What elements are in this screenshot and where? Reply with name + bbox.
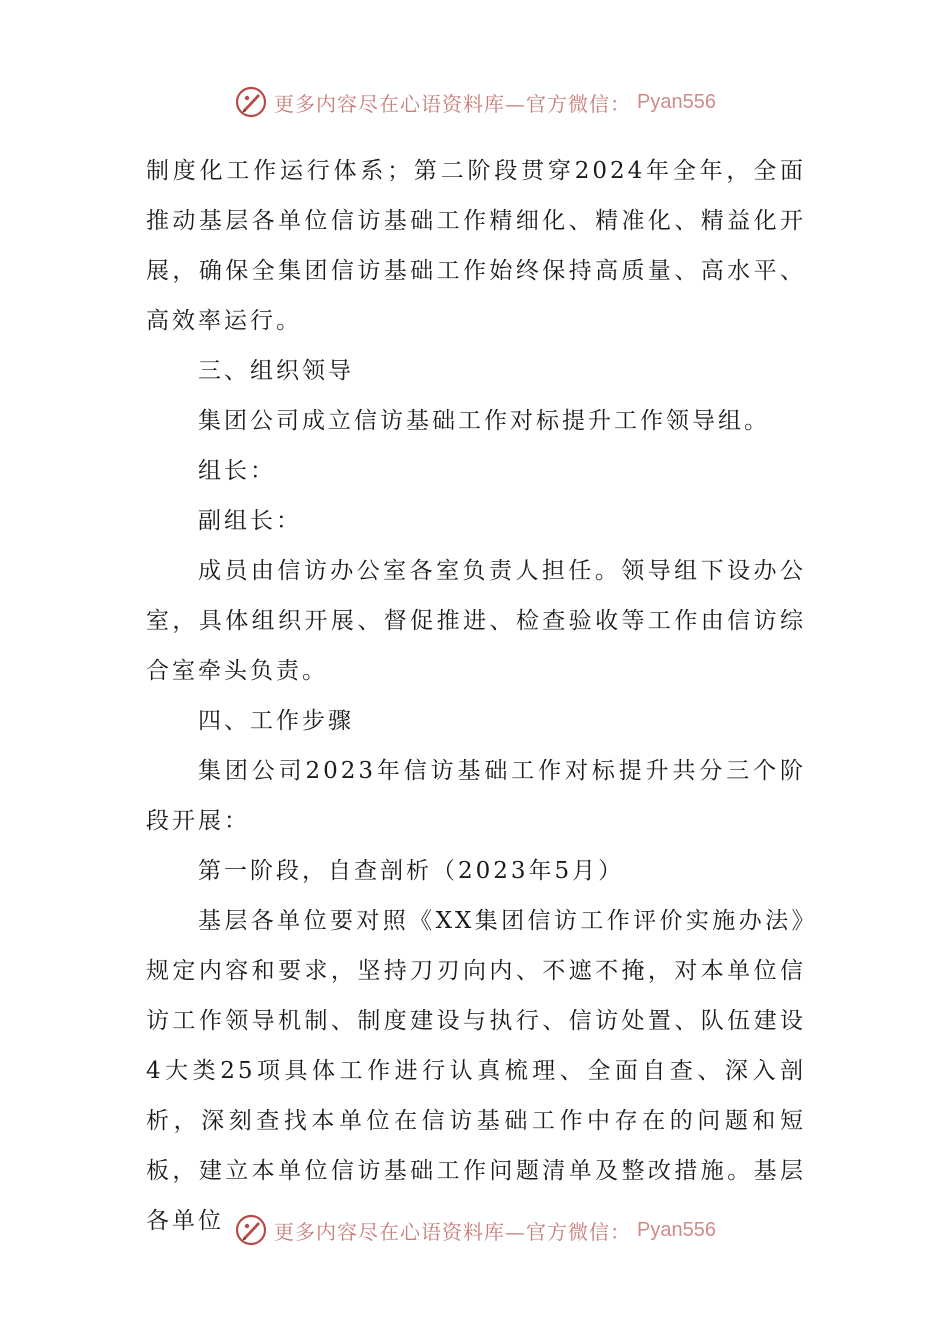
banner-text: 更多内容尽在心语资料库—官方微信： bbox=[274, 1219, 632, 1244]
footer-watermark-banner bbox=[0, 1208, 950, 1252]
paragraph: 集团公司2023年信访基础工作对标提升共分三个阶段开展： bbox=[146, 758, 806, 834]
banner-wechat-id: Pyan556 bbox=[637, 90, 716, 113]
document-body bbox=[146, 146, 806, 1246]
section-heading: 三、组织领导 bbox=[198, 358, 354, 384]
header-watermark-banner bbox=[0, 80, 950, 124]
paragraph: 制度化工作运行体系；第二阶段贯穿2024年全年，全面推动基层各单位信访基础工作精细化、精准化、精益化开展，确保全集团信访基础工作始终保持高质量、高水平、高效率运行。 bbox=[146, 158, 806, 334]
paragraph: 集团公司成立信访基础工作对标提升工作领导组。 bbox=[198, 408, 770, 434]
paragraph: 组长： bbox=[198, 458, 276, 484]
banner-text: 更多内容尽在心语资料库—官方微信： bbox=[274, 91, 632, 116]
quill-logo-icon bbox=[234, 1213, 268, 1247]
banner-wechat-id: Pyan556 bbox=[637, 1218, 716, 1241]
quill-logo-icon bbox=[234, 85, 268, 119]
paragraph: 基层各单位要对照《XX集团信访工作评价实施办法》规定内容和要求，坚持刀刃向内、不遮不掩，对本单位信访工作领导机制、制度建设与执行、信访处置、队伍建设4大类25项具体工作进行认真梳理、全面自查、深入剖析，深刻查找本单位在信访基础工作中存在的问题和短板，建立本单位信访基础工作问题清单及整改措施。基层各单位 bbox=[146, 908, 806, 1234]
section-heading: 四、工作步骤 bbox=[198, 708, 354, 734]
paragraph: 第一阶段，自查剖析（2023年5月） bbox=[198, 858, 625, 884]
paragraph: 副组长： bbox=[198, 508, 302, 534]
paragraph: 成员由信访办公室各室负责人担任。领导组下设办公室，具体组织开展、督促推进、检查验收等工作由信访综合室牵头负责。 bbox=[146, 558, 806, 684]
